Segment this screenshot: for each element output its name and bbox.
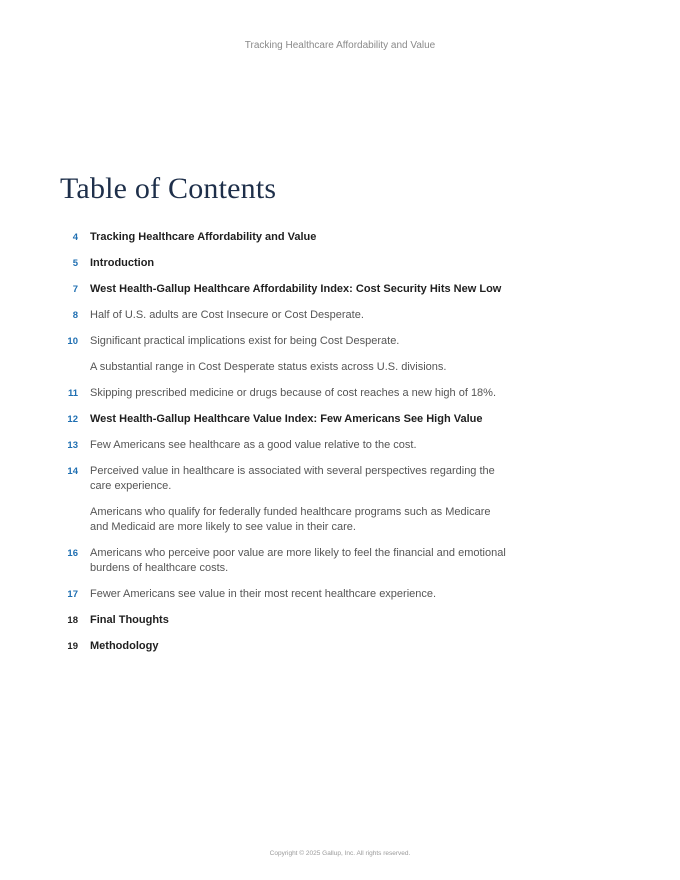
page-title: Table of Contents — [60, 172, 277, 205]
toc-entry[interactable] — [60, 587, 510, 603]
toc-entry-title: Significant practical implications exist for being Cost Desperate. — [90, 335, 400, 347]
toc-entry[interactable] — [60, 386, 510, 402]
running-header: Tracking Healthcare Affordability and Value — [244, 40, 436, 51]
toc-entry[interactable] — [60, 464, 510, 495]
toc-page-number: 13 — [67, 439, 78, 451]
toc-entry[interactable] — [60, 546, 510, 577]
toc-entry-title: Americans who perceive poor value are more likely to feel the financial and emotional burdens of healthcare costs. — [90, 546, 506, 574]
toc-entry[interactable] — [60, 613, 510, 629]
toc-page-number: 14 — [67, 465, 78, 477]
copyright-notice: Copyright © 2025 Gallup, Inc. All rights reserved. — [269, 850, 411, 857]
toc-entry[interactable] — [60, 360, 510, 376]
toc-entry-title: Fewer Americans see value in their most recent healthcare experience. — [90, 587, 437, 600]
toc-entry-title: A substantial range in Cost Desperate status exists across U.S. divisions. — [90, 361, 447, 373]
toc-entry-title: Tracking Healthcare Affordability and Value — [90, 231, 317, 243]
toc-page-number: 8 — [72, 310, 78, 321]
toc-entry[interactable] — [60, 230, 510, 246]
toc-page-number: 10 — [67, 336, 78, 347]
toc-entry-title: Methodology — [90, 639, 159, 652]
toc-entry-title: Skipping prescribed medicine or drugs because of cost reaches a new high of 18%. — [90, 386, 497, 399]
toc-entry[interactable] — [60, 505, 510, 536]
toc-page-number: 16 — [67, 547, 78, 559]
toc-page-number: 5 — [72, 258, 78, 269]
toc-entry[interactable] — [60, 639, 510, 655]
toc-entry[interactable] — [60, 308, 510, 324]
toc-page-number: 12 — [67, 413, 78, 425]
toc-page-number: 7 — [72, 284, 78, 295]
toc-entry-title: West Health-Gallup Healthcare Affordability Index: Cost Security Hits New Low — [90, 283, 502, 295]
toc-list — [60, 230, 510, 665]
toc-entry-title: West Health-Gallup Healthcare Value Index: Few Americans See High Value — [90, 412, 483, 425]
toc-page-number: 11 — [67, 387, 78, 399]
toc-entry[interactable] — [60, 438, 510, 454]
toc-entry-title: Introduction — [90, 257, 155, 269]
toc-entry[interactable] — [60, 282, 510, 298]
toc-entry[interactable] — [60, 334, 510, 350]
toc-page-number: 18 — [67, 614, 78, 626]
toc-page-number: 4 — [72, 232, 78, 243]
toc-entry-title: Few Americans see healthcare as a good value relative to the cost. — [90, 438, 417, 451]
toc-entry[interactable] — [60, 412, 510, 428]
toc-entry-title: Americans who qualify for federally funded healthcare programs such as Medicare and Medicaid are more likely to see value in their care. — [90, 505, 491, 533]
toc-entry-title: Perceived value in healthcare is associated with several perspectives regarding the care experience. — [90, 464, 495, 492]
toc-page-number: 17 — [67, 588, 78, 600]
toc-page-number: 19 — [67, 640, 78, 652]
toc-entry-title: Final Thoughts — [90, 613, 169, 626]
toc-entry-title: Half of U.S. adults are Cost Insecure or Cost Desperate. — [90, 309, 364, 321]
toc-entry[interactable] — [60, 256, 510, 272]
